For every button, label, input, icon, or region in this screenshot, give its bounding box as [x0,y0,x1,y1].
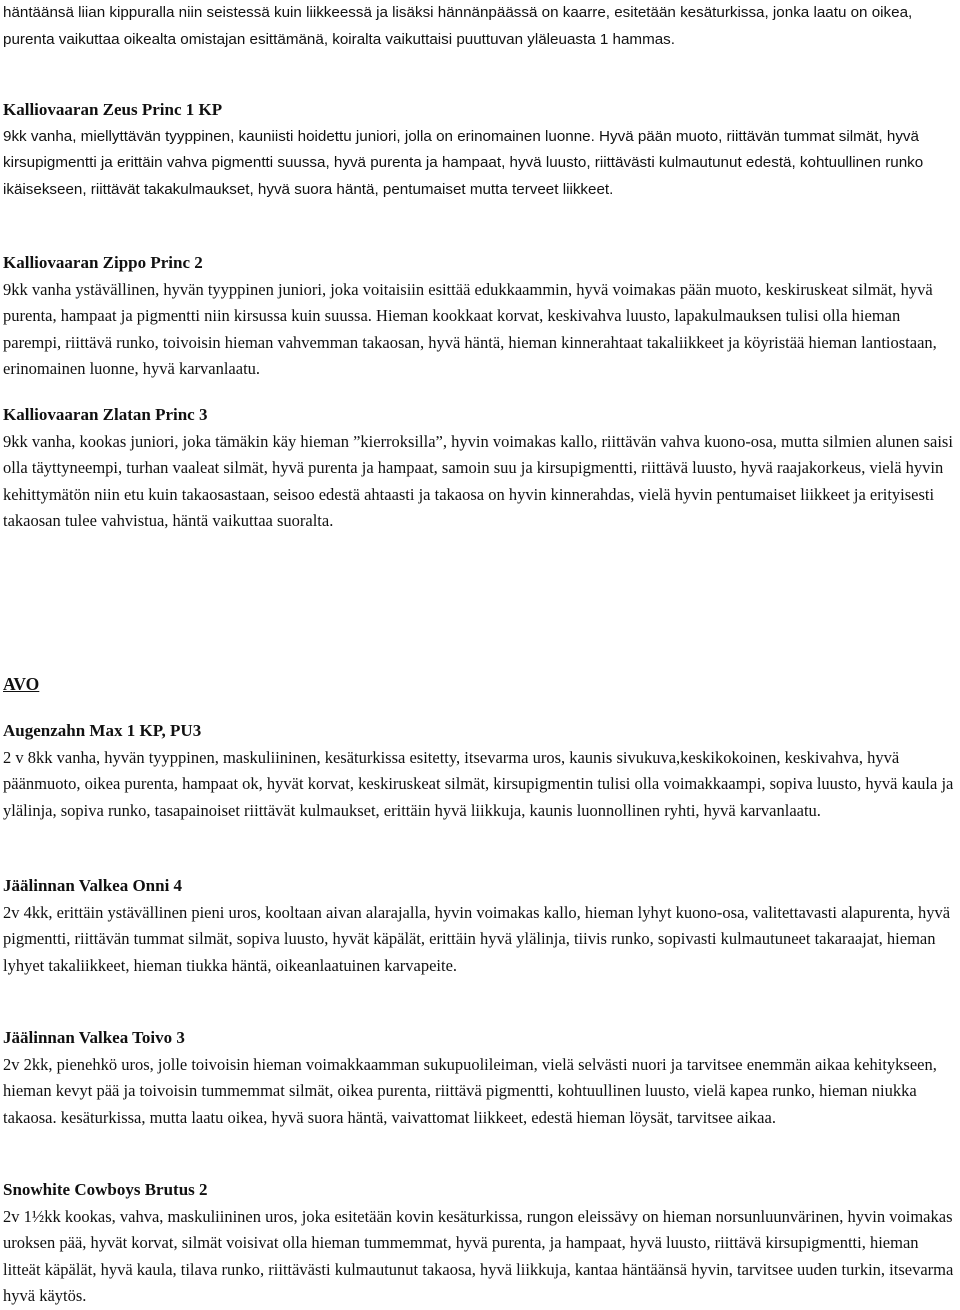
dog-name: Jäälinnan Valkea Onni 4 [3,876,183,895]
section-heading-avo: AVO [3,674,40,694]
dog-name: Jäälinnan Valkea Toivo 3 [3,1028,185,1047]
dog-description: 9kk vanha, miellyttävän tyyppinen, kauniisti hoidettu juniori, jolla on erinomainen luonne. Hyvä pään muoto, riittävän tummat silmät, hyvä kirsupigmentti ja erittäin vahva pigmentti suussa, hyvä purenta ja hampaat, hyvä luusto, riittävästi kulmautunut edestä, kohtuullinen runko ikäisekseen, riittävät takakulmaukset, hyvä suora häntä, pentumaiset mutta terveet liikkeet. [3,127,924,198]
intro-paragraph [3,0,957,53]
dog-name: Snowhite Cowboys Brutus 2 [3,1180,208,1199]
dog-description: 9kk vanha, kookas juniori, joka tämäkin käy hieman ”kierroksilla”, hyvin voimakas kallo, riittävän vahva kuono-osa, mutta silmien alunen saisi olla täyttyneempi, turhan vaaleat silmät, hyvä purenta ja hampaat, samoin suu ja kirsupigmentti, riittävä luusto, hyvä raajakorkeus, vielä hyvin kehittymätön niin etu kuin takaosastaan, seisoo edestä ahtaasti ja takaosa on hyvin kinnerahdas, vielä hyvin pentumaiset liikkeet ja erityisesti takaosan tulee vahvistua, häntä vaikuttaa suoralta. [3,431,953,531]
dog-description: 2 v 8kk vanha, hyvän tyyppinen, maskuliininen, kesäturkissa esitetty, itsevarma uros, kaunis sivukuva,keskikokoinen, keskivahva, hyvä päänmuoto, oikea purenta, hampaat ok, hyvät korvat, keskiruskeat silmät, kirsupigmentin tulisi olla voimakkaampi, sopiva luusto, hyvä kaula ja ylälinja, sopiva runko, tasapainoiset riittävät kulmaukset, erittäin hyvä liikkuja, kaunis luonnollinen ryhti, hyvä karvanlaatu. [3,747,954,820]
dog-name: Augenzahn Max 1 KP, PU3 [3,721,202,740]
dog-name: Kalliovaaran Zeus Princ 1 KP [3,100,223,119]
intro-text: häntäänsä liian kippuralla niin seistessä kuin liikkeessä ja lisäksi hännänpäässä on kaarre, esitetään kesäturkissa, jonka laatu on oikea, purenta vaikuttaa oikealta omistajan esittämänä, koiralta vaikuttaisi puuttuvan yläleuasta 1 hammas. [3,4,913,48]
entry-brutus [3,1177,957,1310]
dog-description: 2v 2kk, pienehkö uros, jolle toivoisin hieman voimakkaamman sukupuolileiman, vielä selvästi nuori ja tarvitsee enemmän aikaa kehitykseen, hieman kevyt pää ja toivoisin tummemmat silmät, oikea purenta, riittävä pigmentti, kohtuullinen luusto, vielä kapea runko, hieman niukka takaosa. kesäturkissa, mutta laatu oikea, hyvä suora häntä, vaivattomat liikkeet, edestä hieman löysät, tarvitsee aikaa. [3,1054,937,1127]
entry-zeus [3,97,957,203]
dog-description: 9kk vanha ystävällinen, hyvän tyyppinen juniori, joka voitaisiin esittää edukkaammin, hyvä voimakas pään muoto, keskiruskeat silmät, hyvä purenta, hampaat ja pigmentti niin kirsussa kuin suussa. Hieman kookkaat korvat, keskivahva luusto, lapakulmauksen tulisi olla hieman parempi, riittävä runko, toivoisin hieman vahvemman takaosan, hyvä häntä, hieman kinnerahtaat takaliikkeet ja köyristää hieman lantiostaan, erinomainen luonne, hyvä karvanlaatu. [3,279,937,379]
entry-zippo [3,250,957,383]
dog-name: Kalliovaaran Zlatan Princ 3 [3,405,208,424]
entry-valkea-onni [3,873,957,979]
entry-zlatan [3,402,957,535]
entry-augenzahn-max [3,718,957,824]
entry-valkea-toivo [3,1025,957,1131]
dog-description: 2v 4kk, erittäin ystävällinen pieni uros, kooltaan aivan alarajalla, hyvin voimakas kallo, hieman lyhyt kuono-osa, valitettavasti alapurenta, hyvä pigmentti, riittävän tummat silmät, sopiva luusto, hyvät käpälät, erittäin hyvä ylälinja, tiivis runko, sopivasti kulmautuneet takaraajat, hieman lyhyet takaliikkeet, hieman tiukka häntä, oikeanlaatuinen karvapeite. [3,902,951,975]
dog-description: 2v 1½kk kookas, vahva, maskuliininen uros, joka esitetään kovin kesäturkissa, rungon eleissävy on hieman norsunluunvärinen, hyvin voimakas uroksen pää, hyvät korvat, silmät voisivat olla hieman tummemmat, hyvä purenta, ja hampaat, hyvä luusto, riittävä kirsupigmentti, hieman litteät käpälät, hyvä kaula, tilava runko, riittävästi kulmautunut takaosa, hyvä liikkuja, kantaa häntäänsä hyvin, tarvitsee uuden turkin, itsevarma hyvä käytös. [3,1206,954,1306]
dog-name: Kalliovaaran Zippo Princ 2 [3,253,203,272]
